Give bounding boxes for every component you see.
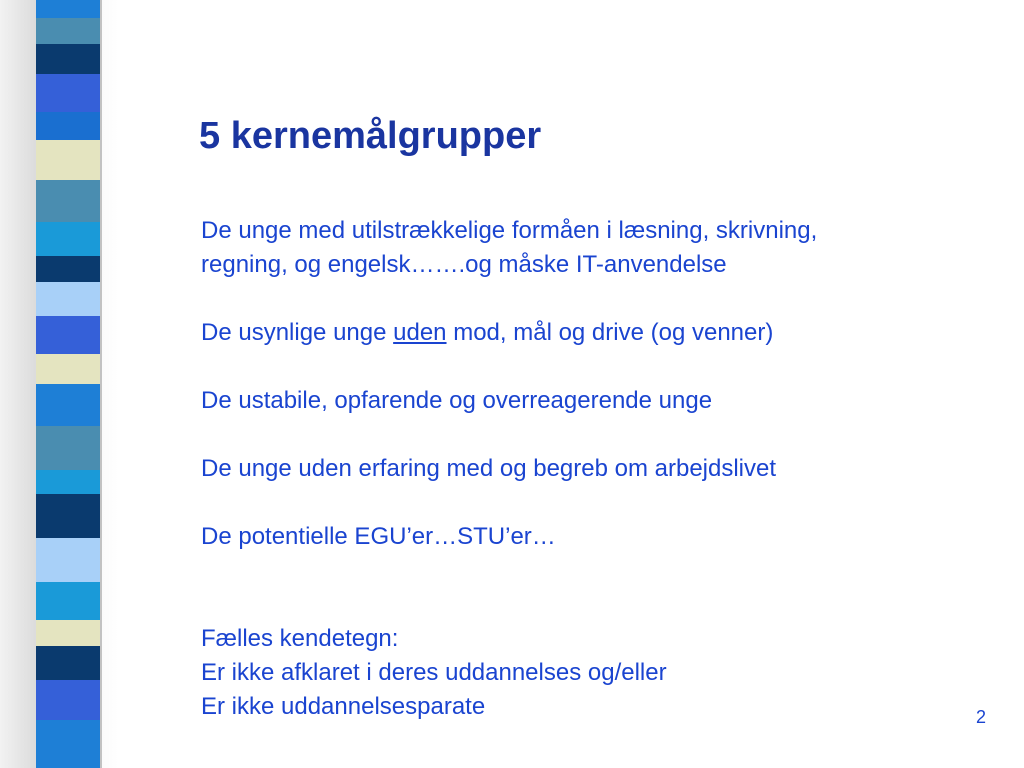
stripe-segment [36,316,100,354]
page-number: 2 [976,707,987,727]
stripe-segment [36,18,100,44]
bullet-3: De ustabile, opfarende og overreagerende unge [201,387,713,414]
stripe-segment [36,354,100,384]
bullet-2 [201,316,773,350]
common-traits-line-2: Er ikke uddannelsesparate [201,693,486,720]
stripe-segment [36,720,100,748]
common-traits-heading: Fælles kendetegn: [201,625,399,652]
bullet-2-after: mod, mål og drive (og venner) [446,319,774,346]
stripe-segment [36,538,100,582]
bullet-1-line-1: De unge med utilstrækkelige formåen i læsning, skrivning, [201,217,818,244]
stripe-segment [36,748,100,768]
stripe-segment [36,0,100,18]
stripe-segment [36,470,100,494]
stripe-segment [36,582,100,620]
bullet-2-before: De usynlige unge [201,319,394,346]
bullet-2-underlined: uden [393,319,447,346]
slide-title: 5 kernemålgrupper [199,115,542,157]
stripe-segment [36,44,100,74]
stripe-segment [36,646,100,680]
stripe-segment [36,256,100,282]
common-traits [201,622,667,724]
bullet-4: De unge uden erfaring med og begreb om arbejdslivet [201,455,777,482]
bullet-5: De potentielle EGU’er…STU’er… [201,523,556,550]
left-shadow [0,0,40,768]
stripe-segment [36,426,100,470]
bullet-1-line-2: regning, og engelsk…….og måske IT-anvendelse [201,251,727,278]
stripe-segment [36,620,100,646]
stripe-segment [36,140,100,180]
stripe-segment [36,74,100,112]
decorative-stripe [36,0,100,768]
stripe-segment [36,384,100,426]
stripe-segment [36,180,100,222]
stripe-segment [36,680,100,720]
stripe-segment [36,494,100,538]
stripe-segment [36,222,100,256]
common-traits-line-1: Er ikke afklaret i deres uddannelses og/eller [201,659,667,686]
stripe-segment [36,112,100,140]
stripe-segment [36,282,100,316]
bullet-1 [201,214,817,282]
